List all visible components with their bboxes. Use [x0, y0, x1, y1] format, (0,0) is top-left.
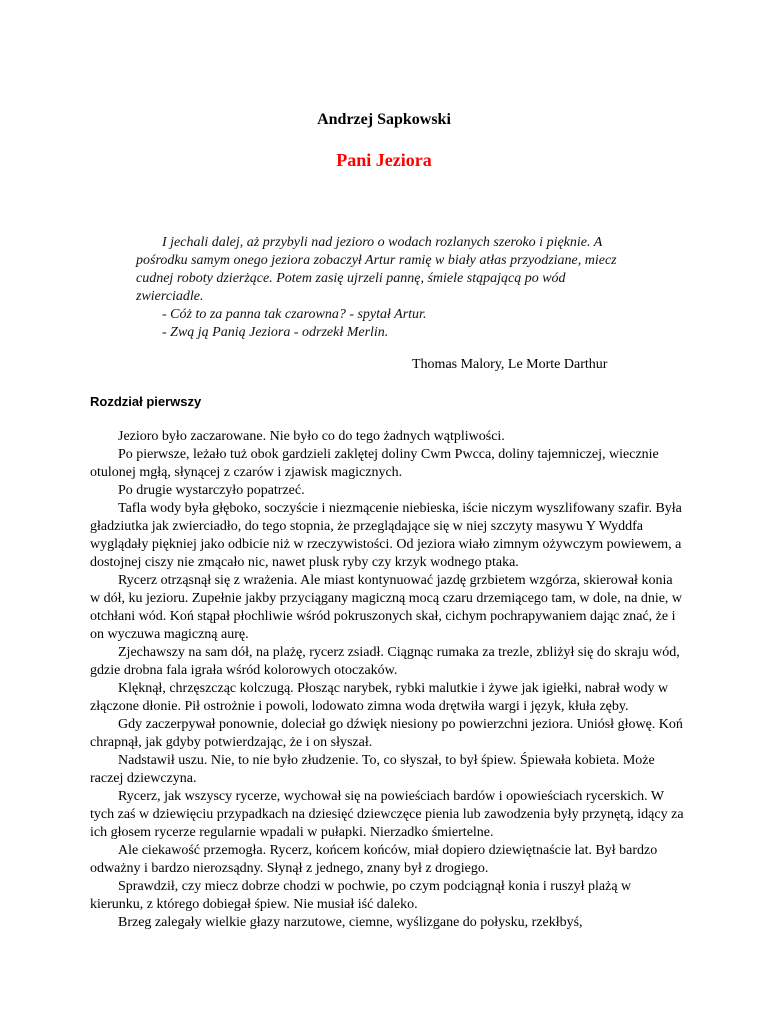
body-paragraph: Klęknął, chrzęszcząc kolczugą. Płosząc narybek, rybki malutkie i żywe jak igiełki, nabrał wody w złączone dłonie. Pił ostrożnie i powoli, lodowato zimna woda drętwiła wargi i język, kłuła zęby. — [90, 681, 669, 714]
epigraph-dialogue-line: - Cóż to za panna tak czarowna? - spytał Artur. — [162, 307, 427, 322]
epigraph-dialogue-line: - Zwą ją Panią Jeziora - odrzekł Merlin. — [162, 325, 389, 340]
body-paragraph: Rycerz otrząsnął się z wrażenia. Ale miast kontynuować jazdę grzbietem wzgórza, skierował konia w dół, ku jezioru. Zupełnie jakby przyciągany magiczną mocą czaru drzemiącego tam, w dole, na dnie, w otchłani wód. Koń stąpał płochliwie wśród pokruszonych skał, cichym pochrapywaniem dając znać, że i on wyczuwa magiczną aurę. — [90, 573, 683, 642]
body-paragraph: Brzeg zalegały wielkie głazy narzutowe, ciemne, wyślizgane do połysku, rzekłbyś, — [118, 915, 583, 930]
epigraph — [136, 234, 636, 342]
body-paragraph: Ale ciekawość przemogła. Rycerz, końcem końców, miał dopiero dziewiętnaście lat. Był bardzo odważny i bardzo nierozsądny. Słynął z jednego, znany był z drogiego. — [90, 843, 658, 876]
body-paragraph: Po pierwsze, leżało tuż obok gardzieli zaklętej doliny Cwm Pwcca, doliny tajemniczej, wiecznie otulonej mgłą, słynącej z czarów i zjawisk magicznych. — [90, 447, 659, 480]
body-paragraph: Jezioro było zaczarowane. Nie było co do tego żadnych wątpliwości. — [118, 429, 505, 444]
chapter-heading: Rozdział pierwszy — [90, 394, 202, 409]
body-paragraph: Rycerz, jak wszyscy rycerze, wychował się na powieściach bardów i opowieściach rycerskich. W tych zaś w dziewięciu przypadkach na dziesięć dziewczęce pienia lub zawodzenia były przynętą, idący za ich głosem rycerze regularnie wpadali w pułapki. Nierzadko śmiertelne. — [90, 789, 684, 840]
body-paragraph: Sprawdził, czy miecz dobrze chodzi w pochwie, po czym podciągnął konia i ruszył plażą w kierunku, z którego dobiegał śpiew. Nie musiał iść daleko. — [90, 879, 632, 912]
body-paragraph: Nadstawił uszu. Nie, to nie było złudzenie. To, co słyszał, to był śpiew. Śpiewała kobieta. Może raczej dziewczyna. — [90, 753, 655, 786]
author-name: Andrzej Sapkowski — [317, 111, 451, 128]
chapter-body — [90, 428, 685, 932]
body-paragraph: Gdy zaczerpywał ponownie, doleciał go dźwięk niesiony po powierzchni jeziora. Uniósł głowę. Koń chrapnął, jak gdyby potwierdzając, że i on słyszał. — [90, 717, 683, 750]
epigraph-paragraph: I jechali dalej, aż przybyli nad jezioro o wodach rozlanych szeroko i pięknie. A pośrodku samym onego jeziora zobaczył Artur ramię w biały atłas przyodziane, miecz cudnej roboty dzierżące. Potem zasię ujrzeli pannę, śmiele stąpającą po wód zwierciadle. — [136, 235, 617, 304]
epigraph-attribution: Thomas Malory, Le Morte Darthur — [412, 357, 608, 372]
body-paragraph: Po drugie wystarczyło popatrzeć. — [118, 483, 305, 498]
book-title: Pani Jeziora — [336, 150, 432, 170]
body-paragraph: Tafla wody była głęboko, soczyście i niezmącenie niebieska, iście niczym wyszlifowany szafir. Była gładziutka jak zwierciadło, do tego stopnia, że przeglądające się w niej szczyty masywu Y Wyddfa wyglądały piękniej jako odbicie niż w rzeczywistości. Od jeziora wiało zimnym ożywczym powiewem, a dostojnej ciszy nie zmącało nic, nawet plusk ryby czy krzyk wodnego ptaka. — [90, 501, 682, 570]
body-paragraph: Zjechawszy na sam dół, na plażę, rycerz zsiadł. Ciągnąc rumaka za trezle, zbliżył się do skraju wód, gdzie drobna fala igrała wśród kolorowych otoczaków. — [90, 645, 680, 678]
